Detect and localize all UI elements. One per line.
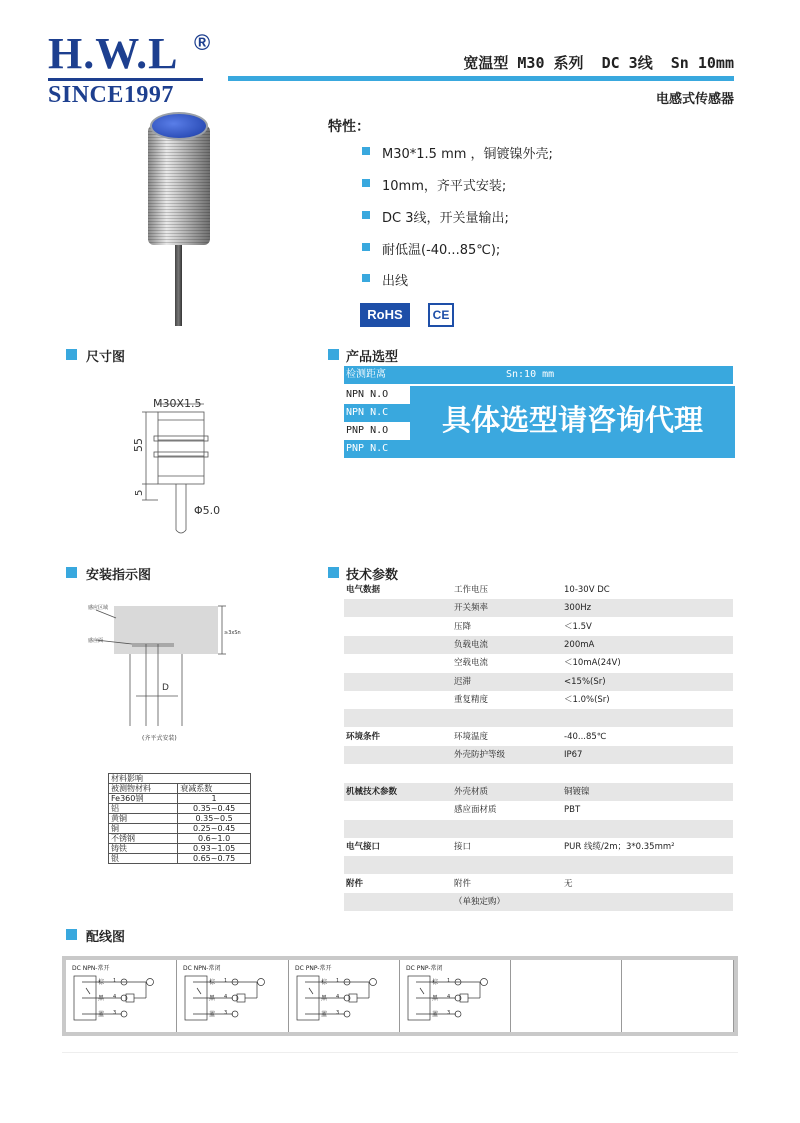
table-row: 不锈钢 0.6~1.0 xyxy=(109,834,251,844)
spec-value: 无 xyxy=(564,878,573,889)
table-row: Fe360钢 1 xyxy=(109,794,251,804)
wire-pin-label: 4 xyxy=(113,994,117,1000)
wire-pin-label: 4 xyxy=(224,994,228,1000)
spec-name: （单独定购） xyxy=(454,896,506,907)
wire-pin-label: 3 xyxy=(224,1010,228,1016)
features-title: 特性： xyxy=(328,119,370,135)
selection-row: NPN N.C xyxy=(344,404,733,422)
table-row xyxy=(344,709,733,727)
table-row xyxy=(344,838,733,856)
wire-pin-label: 1 xyxy=(113,978,117,984)
wire-color-label: 黑 xyxy=(431,995,438,1002)
wire-color-label: 黑 xyxy=(209,995,216,1002)
table-row xyxy=(344,875,733,893)
spec-category: 附件 xyxy=(346,878,364,889)
section-bullet-icon xyxy=(66,349,77,360)
spec-name: 重复精度 xyxy=(454,695,489,706)
page-title: 宽温型 M30 系列 DC 3线 Sn 10mm xyxy=(463,54,734,72)
bullet-icon xyxy=(362,211,370,219)
table-row: 铜 0.25~0.45 xyxy=(109,824,251,834)
feature-item: DC 3线，开关量输出; xyxy=(382,211,509,226)
bullet-icon xyxy=(362,243,370,251)
table-row: 黄铜 0.35~0.5 xyxy=(109,814,251,824)
selection-row: PNP N.C xyxy=(344,440,733,458)
selection-row: NPN N.O xyxy=(344,386,733,404)
table-row xyxy=(344,599,733,617)
selection-header-value: Sn:10 mm xyxy=(506,369,555,380)
table-row xyxy=(344,673,733,691)
table-row xyxy=(344,691,733,709)
spec-value: 300Hz xyxy=(564,603,592,614)
wire-pin-label: 3 xyxy=(446,1010,451,1016)
wiring-diagram xyxy=(177,960,285,1030)
wire-pin-label: 1 xyxy=(224,978,228,984)
dim-cable-label: Φ5.0 xyxy=(194,504,221,517)
section-title-wiring: 配线图 xyxy=(86,930,126,945)
table-row xyxy=(344,893,733,911)
table-row xyxy=(344,654,733,672)
wiring-panel xyxy=(289,960,400,1032)
wire-color-label: 黑 xyxy=(320,995,327,1002)
install-dim-label: ≥3xSn xyxy=(224,630,241,636)
sensor-face-image xyxy=(150,112,208,140)
spec-name: 外壳材质 xyxy=(454,786,489,797)
spec-name: 负载电流 xyxy=(454,640,489,651)
spec-value: 10-30V DC xyxy=(564,585,610,595)
materials-table xyxy=(108,773,251,864)
company-since: SINCE1997 xyxy=(48,82,174,108)
selection-header-row xyxy=(344,366,733,384)
wiring-title: DC PNP-常开 xyxy=(294,965,332,972)
section-title-install: 安装指示图 xyxy=(86,568,152,583)
wire-color-label: 蓝 xyxy=(209,1011,216,1018)
wire-pin-label: 1 xyxy=(335,978,339,984)
spec-category: 机械技术参数 xyxy=(346,786,398,797)
section-bullet-icon xyxy=(66,929,77,940)
table-row xyxy=(344,581,733,599)
spec-name: 工作电压 xyxy=(454,585,489,595)
section-bullet-icon xyxy=(328,349,339,360)
table-row xyxy=(344,801,733,819)
table-row xyxy=(344,746,733,764)
wire-pin-label: 3 xyxy=(113,1010,117,1016)
wire-color-label: 蓝 xyxy=(98,1011,105,1018)
section-title-selection: 产品选型 xyxy=(346,350,399,365)
bullet-icon xyxy=(362,179,370,187)
wiring-panel xyxy=(66,960,177,1032)
table-row xyxy=(344,728,733,746)
install-face-label: 感应面 xyxy=(88,638,104,644)
wiring-panel xyxy=(623,960,734,1032)
rohs-badge: RoHS xyxy=(360,303,410,327)
spec-value: -40...85℃ xyxy=(564,731,607,742)
spec-name: 压降 xyxy=(454,621,472,632)
spec-name: 开关频率 xyxy=(454,603,489,614)
spec-name: 外壳防护等级 xyxy=(454,750,506,761)
dim-tail-label: 5 xyxy=(134,489,145,496)
wiring-diagram xyxy=(400,960,508,1030)
wire-color-label: 棕 xyxy=(209,979,216,986)
wire-color-label: 棕 xyxy=(431,979,438,986)
wiring-title: DC PNP-常闭 xyxy=(405,965,443,972)
table-row xyxy=(344,765,733,783)
company-logo: H.W.L xyxy=(48,29,179,78)
spec-value: ＜1.0%(Sr) xyxy=(564,695,610,706)
section-title-dimensions: 尺寸图 xyxy=(86,350,126,365)
wire-color-label: 棕 xyxy=(98,979,105,986)
registered-mark: ® xyxy=(194,30,211,55)
table-row: 铝 0.35~0.45 xyxy=(109,804,251,814)
spec-value: PBT xyxy=(564,805,581,816)
bullet-icon xyxy=(362,274,370,282)
wiring-diagram xyxy=(289,960,397,1030)
table-row: 银 0.65~0.75 xyxy=(109,854,251,864)
wiring-diagram xyxy=(66,960,174,1030)
table-row: 铸铁 0.93~1.05 xyxy=(109,844,251,854)
page-subtitle: 电感式传感器 xyxy=(655,92,734,107)
install-d-label: D xyxy=(162,683,169,693)
wire-color-label: 棕 xyxy=(320,979,327,986)
spec-name: 感应面材质 xyxy=(454,805,497,816)
logo-divider xyxy=(48,78,203,81)
wire-color-label: 蓝 xyxy=(320,1011,327,1018)
wire-pin-label: 1 xyxy=(446,978,451,984)
wire-pin-label: 4 xyxy=(335,994,339,1000)
spec-value: ＜1.5V xyxy=(564,621,592,632)
ce-badge: CE xyxy=(428,303,454,327)
spec-value: 200mA xyxy=(564,640,595,651)
spec-value: IP67 xyxy=(564,750,583,761)
spec-name: 空载电流 xyxy=(454,658,489,669)
table-row xyxy=(344,636,733,654)
spec-name: 迟滞 xyxy=(454,676,472,687)
spec-value: 铜镀镍 xyxy=(564,786,590,797)
spec-name: 接口 xyxy=(454,841,472,852)
materials-header: 被测物材料 xyxy=(109,784,178,794)
wiring-panel xyxy=(400,960,511,1032)
install-diagram xyxy=(86,598,246,748)
table-row xyxy=(344,783,733,801)
spec-value: <15%(Sr) xyxy=(564,676,606,687)
bullet-icon xyxy=(362,147,370,155)
selection-header-label: 检测距离 xyxy=(346,369,386,380)
section-title-specs: 技术参数 xyxy=(346,568,399,583)
section-bullet-icon xyxy=(66,567,77,578)
wire-pin-label: 3 xyxy=(335,1010,339,1016)
dim-length-label: 55 xyxy=(132,438,145,452)
wiring-panel xyxy=(511,960,622,1032)
spec-category: 环境条件 xyxy=(346,731,381,742)
selection-overlay-banner: 具体选型请咨询代理 xyxy=(410,386,735,458)
feature-item: 10mm，齐平式安装; xyxy=(382,179,507,194)
install-caption: (齐平式安装) xyxy=(142,735,177,742)
wiring-panel xyxy=(177,960,288,1032)
sensor-body-image xyxy=(148,125,210,245)
spec-name: 环境温度 xyxy=(454,731,489,742)
bottom-rule xyxy=(62,1052,738,1053)
table-row xyxy=(344,618,733,636)
feature-item: 耐低温(-40...85℃); xyxy=(382,243,501,258)
feature-item: M30*1.5 mm ，铜镀镍外壳; xyxy=(382,147,553,162)
wire-color-label: 蓝 xyxy=(431,1011,438,1018)
materials-header: 衰减系数 xyxy=(178,784,251,794)
materials-title: 材料影响 xyxy=(109,774,251,784)
spec-name: 附件 xyxy=(454,878,472,889)
spec-category: 电气接口 xyxy=(346,841,381,852)
spec-value: PUR 线缆/2m；3*0.35mm² xyxy=(564,841,675,852)
feature-item: 出线 xyxy=(382,274,409,289)
table-row xyxy=(344,820,733,838)
wiring-title: DC NPN-常开 xyxy=(72,965,110,972)
wire-pin-label: 4 xyxy=(446,994,451,1000)
dim-thread-label: M30X1.5 xyxy=(153,397,202,410)
selection-row: PNP N.O xyxy=(344,422,733,440)
header-rule xyxy=(228,76,734,81)
section-bullet-icon xyxy=(328,567,339,578)
sensor-cable-image xyxy=(175,244,182,326)
wiring-title: DC NPN-常闭 xyxy=(183,965,221,972)
dimension-drawing xyxy=(128,390,238,550)
table-row xyxy=(344,856,733,874)
spec-value: ＜10mA(24V) xyxy=(564,658,621,669)
wire-color-label: 黑 xyxy=(98,995,105,1002)
spec-category: 电气数据 xyxy=(346,585,381,595)
install-area-label: 感应区域 xyxy=(88,605,109,611)
